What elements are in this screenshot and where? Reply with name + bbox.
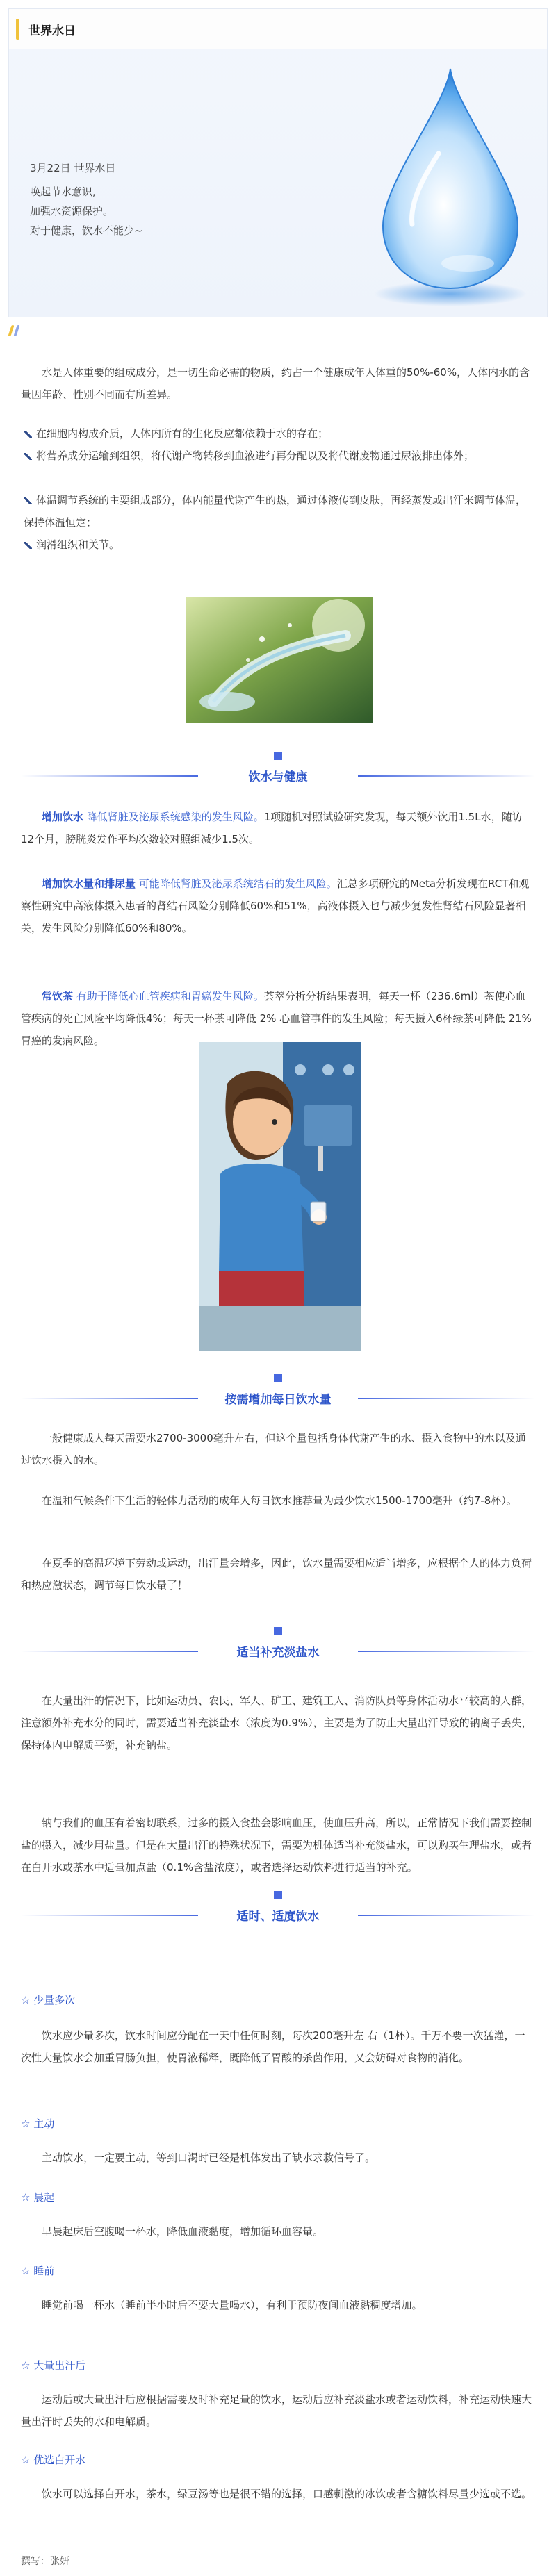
- tip-heading: ☆ 优选白开水: [21, 2454, 86, 2466]
- tip-text: 饮水应少量多次，饮水时间应分配在一天中任何时刻，每次200毫升左 右（1杯）。千万不要一次猛灌，一次性大量饮水会加重胃肠负担，使胃液稀释，既降低了胃酸的杀菌作用，又会妨碍对食物的消化。: [21, 2029, 525, 2064]
- salt-paragraph: 在大量出汗的情况下，比如运动员、农民、军人、矿工、建筑工人、消防队员等身体活动水平较高的人群，注意额外补充水分的同时，需要适当补充淡盐水（浓度为0.9%），主要是为了防止大量出汗导致的钠离子丢失，保持体内电解质平衡，补充钠盐。: [21, 1694, 532, 1751]
- section-square-icon: [274, 1374, 282, 1382]
- bullet-icon: [24, 497, 32, 504]
- health-paragraph: 增加饮水 降低肾脏及泌尿系统感染的发生风险。1项随机对照试验研究发现，每天额外饮用1.5L水，随访12个月，膀胱炎发作平均次数较对照组减少1.5次。: [21, 811, 523, 845]
- section-title: 适时、适度饮水: [236, 1910, 320, 1924]
- intro-paragraph: 水是人体重要的组成成分，是一切生命必需的物质，约占一个健康成年人体重的50%-60%，人体内水的含量因年龄、性别不同而有所差异。: [21, 366, 530, 401]
- hero-line: 对于健康，饮水不能少~: [30, 224, 143, 237]
- health-paragraph: 增加饮水量和排尿量 可能降低肾脏及泌尿系统结石的发生风险。汇总多项研究的Meta分析发现在RCT和观察性研究中高液体摄入患者的肾结石风险分别降低60%和51%，高液体摄入也与减少复发性肾结石风险显著相关，发生风险分别降低60%和80%。: [21, 877, 530, 934]
- author-credit: 撰写：张妍: [21, 2556, 70, 2567]
- hero-card: [8, 8, 548, 317]
- bullet-icon: [24, 453, 32, 460]
- section-title: 适当补充淡盐水: [236, 1646, 320, 1660]
- water-drop-icon: [363, 65, 537, 315]
- section-header: [21, 1627, 535, 1659]
- water-splash-image: [186, 597, 373, 723]
- tip-text: 饮水可以选择白开水，茶水，绿豆汤等也是很不错的选择，口感刺激的冰饮或者含糖饮料尽量少选或不选。: [42, 2488, 532, 2500]
- salt-paragraph: 钠与我们的血压有着密切联系，过多的摄入食盐会影响血压，使血压升高，所以，正常情况下我们需要控制盐的摄入，减少用盐量。但是在大量出汗的特殊状况下，需要为机体适当补充淡盐水，可以购买生理盐水，或者在白开水或茶水中适量加点盐（0.1%含盐浓度），或者选择运动饮料进行适当的补充。: [21, 1817, 532, 1874]
- tip-heading: ☆ 主动: [21, 2117, 55, 2130]
- tip-text: 睡觉前喝一杯水（睡前半小时后不要大量喝水），有利于预防夜间血液黏稠度增加。: [42, 2299, 423, 2311]
- tip-heading: ☆ 大量出汗后: [21, 2359, 86, 2372]
- hero-line: 加强水资源保护。: [30, 205, 114, 217]
- need-paragraph: 在夏季的高温环境下劳动或运动，出汗量会增多，因此，饮水量需要相应适当增多，应根据个人的体力负荷和热应激状态，调节每日饮水量了！: [21, 1557, 532, 1592]
- bullet-icon: [24, 542, 32, 549]
- tip-heading: ☆ 少量多次: [21, 1994, 76, 2006]
- list-item: 在细胞内构成介质，人体内所有的生化反应都依赖于水的存在；: [24, 422, 535, 445]
- list-item: 润滑组织和关节。: [24, 534, 535, 556]
- tip-text: 早晨起床后空腹喝一杯水，降低血液黏度，增加循环血容量。: [42, 2225, 324, 2238]
- section-header: [21, 1374, 535, 1406]
- health-paragraph: 常饮茶 有助于降低心血管疾病和胃癌发生风险。荟萃分析分析结果表明，每天一杯（236.6ml）茶使心血管疾病的死亡风险平均降低4%；每天一杯茶可降低 2% 心血管事件的发生风险；每天摄入6杯绿茶可降低 21%胃癌的发病风险。: [21, 990, 532, 1047]
- section-square-icon: [274, 752, 282, 760]
- section-square-icon: [274, 1891, 282, 1899]
- tip-heading: ☆ 睡前: [21, 2265, 55, 2277]
- section-title: 按需增加每日饮水量: [224, 1393, 332, 1407]
- tip-text: 主动饮水，一定要主动，等到口渴时已经是机体发出了缺水求救信号了。: [42, 2152, 376, 2164]
- decorative-slash-icon: [10, 325, 25, 336]
- list-item: 体温调节系统的主要组成部分，体内能量代谢产生的热，通过体液传到皮肤，再经蒸发或出汗来调节体温，保持体温恒定；: [24, 494, 527, 529]
- section-square-icon: [274, 1627, 282, 1635]
- bullet-icon: [24, 431, 32, 438]
- section-header: [21, 1891, 535, 1923]
- tip-text: 运动后或大量出汗后应根据需要及时补充足量的饮水，运动后应补充淡盐水或者运动饮料，补充运动快速大量出汗时丢失的水和电解质。: [21, 2393, 532, 2428]
- section-header: [21, 752, 535, 784]
- need-paragraph: 一般健康成人每天需要水2700-3000毫升左右，但这个量包括身体代谢产生的水、摄入食物中的水以及通过饮水摄入的水。: [21, 1432, 526, 1467]
- hero-accent-bar: [16, 19, 19, 40]
- tip-heading: ☆ 晨起: [21, 2191, 55, 2204]
- list-item: 将营养成分运输到组织，将代谢产物转移到血液进行再分配以及将代谢废物通过尿液排出体外；: [24, 445, 535, 467]
- section-title: 饮水与健康: [248, 770, 308, 784]
- hero-title: 世界水日: [28, 24, 76, 38]
- child-drinking-illustration: [199, 1042, 361, 1351]
- need-paragraph: 在温和气候条件下生活的轻体力活动的成年人每日饮水推荐量为最少饮水1500-1700毫升（约7-8杯）。: [42, 1494, 517, 1507]
- hero-line: 唤起节水意识,: [30, 185, 96, 198]
- hero-date: 3月22日 世界水日: [30, 162, 116, 174]
- hero-header: [9, 9, 547, 49]
